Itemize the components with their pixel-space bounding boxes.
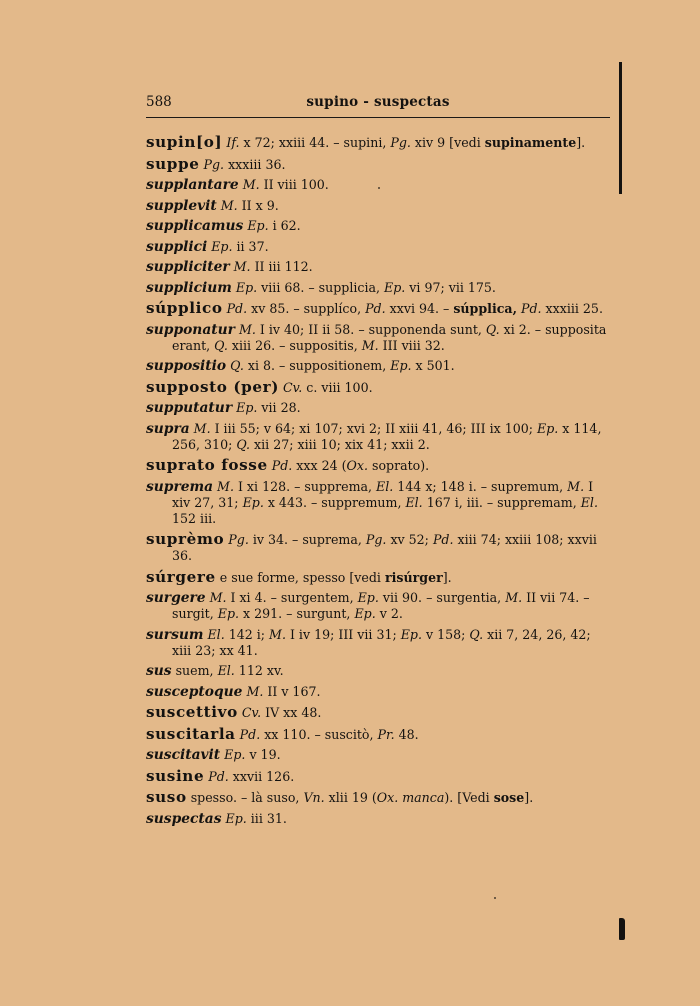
entry-surgere [146, 590, 610, 622]
citation-text: xxx 24 ( [292, 458, 347, 473]
entry-supposto [146, 379, 610, 396]
running-head: supino - suspectas [306, 94, 450, 110]
source-abbreviation: M. [246, 683, 264, 699]
entry-suprema [146, 479, 610, 527]
source-abbreviation: Pd. [226, 301, 248, 316]
source-abbreviation: Pd. [271, 458, 293, 473]
entry-suppe [146, 156, 610, 173]
source-abbreviation: M. [242, 177, 260, 192]
headword: susine [146, 766, 205, 785]
citation-text: I xi 128. – supprema, [233, 478, 377, 494]
source-abbreviation: If. [226, 135, 240, 150]
source-abbreviation: Ep. [217, 606, 240, 621]
headword: suspectas [146, 810, 222, 827]
headword: supra [146, 420, 190, 437]
headword: supplevit [146, 197, 217, 214]
bold-reference: supinamente [484, 135, 577, 150]
source-abbreviation: Ep. [235, 279, 258, 295]
source-abbreviation: Pg. [203, 156, 225, 172]
source-abbreviation: Ep. [384, 279, 406, 295]
citation-text: 167 i, iii. – suppremam, [422, 494, 581, 510]
source-abbreviation: Ep. [225, 810, 247, 826]
citation-text: soprato). [367, 458, 430, 473]
citation-text: xiii 26. – suppositis, [227, 337, 362, 353]
headword: supin[o] [146, 133, 223, 151]
citation-text: II iii 112. [250, 259, 313, 274]
source-abbreviation: M. [269, 626, 286, 642]
citation-text: 48. [394, 726, 419, 742]
citation-text: xii 27; xiii 10; xix 41; xxii 2. [250, 436, 430, 452]
citation-text: x 291. – surgunt, [239, 606, 355, 621]
citation-text: xxvi 94. – [385, 301, 454, 316]
headword: supplicium [146, 279, 232, 296]
citation-text: II vii 74. – surgit, [172, 590, 590, 621]
bold-reference: sose [493, 790, 525, 805]
header-rule [146, 117, 610, 118]
citation-text: 112 xv. [234, 663, 284, 678]
entry-suscettivo [146, 704, 610, 721]
headword: suso [146, 788, 187, 806]
source-abbreviation: Ep. [242, 494, 264, 510]
source-abbreviation: El. [376, 478, 394, 494]
headword: suscitavit [146, 747, 221, 763]
entry-supponatur [146, 322, 610, 354]
entry-supplicamus [146, 218, 610, 234]
speck-mark [378, 187, 380, 189]
source-abbreviation: Ep. [247, 218, 269, 233]
source-abbreviation: Q. [230, 358, 244, 373]
source-abbreviation: M. [233, 259, 251, 274]
citation-text: 144 x; 148 i. – supremum, [393, 478, 568, 494]
headword: sus [146, 663, 172, 679]
source-abbreviation: Ep. [211, 238, 233, 254]
source-abbreviation: Ep. [537, 420, 559, 436]
headword: suscettivo [146, 703, 238, 721]
source-abbreviation: Ep. [224, 747, 246, 762]
source-abbreviation: Vn. [303, 790, 325, 805]
source-abbreviation: Ep. [400, 626, 422, 642]
bold-reference: risúrger [384, 569, 443, 585]
source-abbreviation: Ox. manca [376, 790, 445, 805]
entry-supplantare [146, 177, 610, 193]
citation-text: xiv 9 [vedi [410, 135, 485, 150]
bold-reference: súpplica, [453, 301, 517, 316]
citation-text: spesso. – là suso, [186, 790, 304, 805]
headword: supplantare [146, 177, 239, 193]
source-abbreviation: Pg. [228, 532, 249, 547]
entry-supino [146, 134, 610, 151]
citation-text: ). [Vedi [444, 790, 494, 805]
citation-text: x 72; xxiii 44. – supini, [239, 135, 391, 150]
headword: suprato fosse [146, 456, 268, 474]
citation-text: viii 68. – supplicia, [257, 279, 385, 295]
source-abbreviation: Q. [485, 321, 500, 337]
citation-text: iii 31. [246, 810, 287, 826]
citation-text: xi 2. – supposita erant, [172, 321, 607, 353]
headword: suprèmo [146, 530, 225, 548]
source-abbreviation: Q. [214, 337, 228, 353]
headword: suprema [146, 478, 214, 495]
source-abbreviation: M. [238, 321, 256, 337]
headword: surgere [146, 590, 206, 606]
entry-supra [146, 421, 610, 453]
source-abbreviation: M. [193, 420, 211, 436]
citation-text: vii 28. [257, 400, 301, 415]
source-abbreviation: M. [361, 337, 379, 353]
source-abbreviation: M. [220, 197, 238, 213]
source-abbreviation: Pg. [365, 532, 387, 547]
citation-text: v 19. [245, 747, 281, 762]
citation-text: x 501. [411, 358, 455, 373]
citation-text: I iv 40; II ii 58. – supponenda sunt, [255, 321, 486, 337]
citation-text: I iv 19; III vii 31; [285, 626, 401, 642]
citation-text: x 114, 256, 310; [172, 420, 602, 452]
source-abbreviation: Pd. [432, 532, 454, 547]
citation-text: II v 167. [263, 683, 321, 699]
entry-sus [146, 663, 610, 679]
headword: supplici [146, 238, 208, 255]
citation-text: ]. [576, 135, 586, 150]
citation-text: v 158; [422, 626, 470, 642]
speck-mark [494, 897, 496, 899]
entry-susine [146, 768, 610, 785]
citation-text: ]. [524, 790, 534, 805]
citation-text: IV xx 48. [261, 705, 322, 720]
source-abbreviation: Ox. [346, 458, 368, 473]
headword: supputatur [146, 400, 233, 416]
source-abbreviation: M. [217, 478, 234, 494]
entry-suspectas [146, 811, 610, 827]
source-abbreviation: Pd. [365, 301, 386, 316]
citation-text: x 443. – suppremum, [263, 494, 406, 510]
source-abbreviation: Ep. [357, 590, 379, 605]
entry-sursum [146, 627, 610, 659]
citation-text: 142 i; [224, 626, 270, 642]
citation-text: xii 7, 24, 26, 42; xiii 23; xx 41. [172, 626, 591, 658]
entry-suscitarla [146, 726, 610, 743]
headword: súrgere [146, 567, 216, 586]
headword: suppositio [146, 358, 227, 374]
source-abbreviation: Pd. [239, 726, 261, 742]
source-abbreviation: Ep. [390, 358, 412, 373]
citation-text: v 2. [375, 606, 403, 621]
citation-text: i 62. [268, 218, 301, 233]
source-abbreviation: Pd. [520, 301, 542, 316]
source-abbreviation: Ep. [236, 400, 258, 415]
citation-text: I iii 55; v 64; xi 107; xvi 2; II xiii 41, 46; III ix 100; [210, 420, 538, 436]
entry-supplicium [146, 280, 610, 296]
source-abbreviation: El. [207, 626, 225, 642]
citation-text: vi 97; vii 175. [405, 279, 496, 295]
citation-text: I xi 4. – surgentem, [226, 590, 358, 605]
source-abbreviation: Pd. [208, 768, 229, 784]
headword: suppliciter [146, 259, 230, 275]
citation-text: e sue forme, spesso [vedi [215, 569, 385, 585]
source-abbreviation: Cv. [283, 379, 303, 395]
entry-suprato-fosse [146, 457, 610, 474]
source-abbreviation: Q. [236, 436, 251, 452]
dictionary-entries [146, 134, 610, 831]
citation-text: I xiv 27, 31; [172, 478, 594, 510]
citation-text: ]. [442, 569, 452, 585]
source-abbreviation: Cv. [241, 705, 262, 720]
citation-text: iv 34. – suprema, [248, 532, 366, 547]
source-abbreviation: M. [567, 478, 585, 494]
citation-text: III viii 32. [378, 337, 445, 353]
headword: suscitarla [146, 724, 236, 743]
citation-text: xv 85. – supplíco, [247, 301, 366, 316]
source-abbreviation: Q. [469, 626, 484, 642]
citation-text: xxxiii 25. [541, 301, 603, 316]
entry-supplici [146, 239, 610, 255]
entry-supplevit [146, 198, 610, 214]
source-abbreviation: Pg. [390, 135, 411, 150]
source-abbreviation: M. [209, 590, 227, 605]
headword: susceptoque [146, 683, 243, 700]
citation-text: vii 90. – surgentia, [378, 590, 506, 605]
headword: suppe [146, 154, 200, 173]
headword: supponatur [146, 321, 235, 338]
citation-text: xxxiii 36. [224, 156, 286, 172]
citation-text: xi 8. – suppositionem, [243, 358, 391, 373]
entry-surgere-vedi [146, 569, 610, 586]
citation-text: xlii 19 ( [324, 790, 377, 805]
source-abbreviation: El. [405, 494, 423, 510]
source-abbreviation: El. [217, 663, 235, 678]
citation-text: xx 110. – suscitò, [260, 726, 378, 742]
citation-text: xxvii 126. [228, 768, 295, 784]
citation-text: 152 iii. [172, 510, 217, 526]
page-header [146, 94, 610, 112]
entry-suppliciter [146, 259, 610, 275]
entry-suscitavit [146, 747, 610, 763]
headword: supposto (per) [146, 377, 279, 396]
citation-text: II viii 100. [259, 177, 329, 192]
page-number: 588 [146, 94, 172, 110]
source-abbreviation: M. [505, 590, 523, 605]
citation-text: xv 52; [386, 532, 433, 547]
entry-suso [146, 789, 610, 806]
source-abbreviation: Ep. [354, 606, 376, 621]
entry-susceptoque [146, 684, 610, 700]
entry-supputatur [146, 400, 610, 416]
source-abbreviation: El. [580, 494, 598, 510]
entry-supremo [146, 531, 610, 564]
headword: sursum [146, 626, 204, 643]
citation-text: c. viii 100. [302, 379, 373, 395]
entry-supplico [146, 300, 610, 317]
source-abbreviation: Pr. [377, 726, 395, 742]
citation-text: suem, [171, 663, 218, 678]
page-edge-bar [619, 62, 622, 194]
margin-mark [619, 918, 625, 940]
entry-suppositio [146, 358, 610, 374]
citation-text: ii 37. [232, 238, 269, 254]
citation-text: II x 9. [237, 197, 279, 213]
citation-text: xiii 74; xxiii 108; xxvii 36. [172, 532, 597, 563]
headword: súpplico [146, 299, 223, 317]
headword: supplicamus [146, 218, 244, 234]
